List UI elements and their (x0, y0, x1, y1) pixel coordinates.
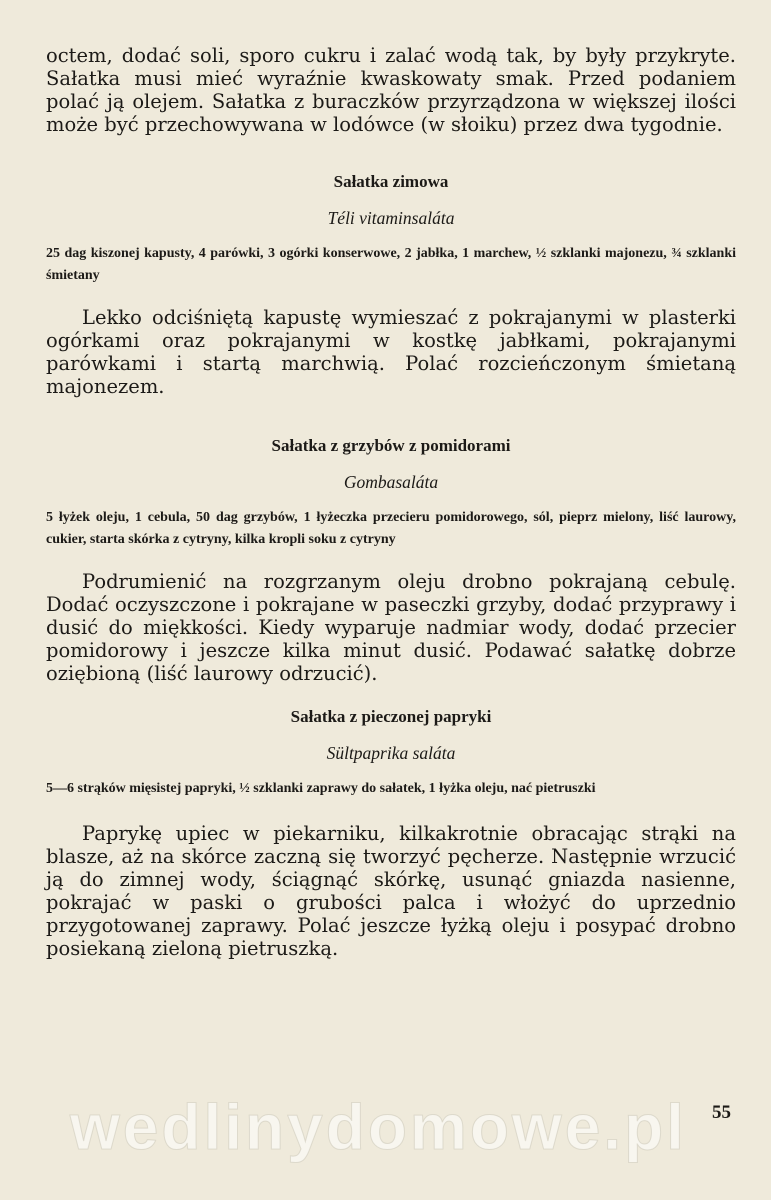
recipe-title-3: Sałatka z pieczonej papryki (290, 707, 492, 726)
recipe-subtitle-1: Téli vitaminsaláta (327, 208, 455, 228)
page-number: 55 (712, 1102, 731, 1123)
watermark-text: wedlinydomowe.pl (70, 1091, 687, 1163)
recipe-ingredients-1: 25 dag kiszonej kapusty, 4 parówki, 3 ogórki konserwowe, 2 jabłka, 1 marchew, ½ szklanki majonezu, ¾ szklanki śmietany (46, 246, 736, 283)
recipe-method-3: Paprykę upiec w piekarniku, kilkakrotnie obracając strąki na blasze, aż na skórce zaczną się tworzyć pęcherze. Następnie wrzucić ją do zimnej wody, ściągnąć skórkę, usunąć gniazda nasienne, pokrajać w paski o grubości palca i włożyć do uprzednio przygotowanej zaprawy. Polać jeszcze łyżką oleju i posypać drobno posiekaną zieloną pietruszką. (46, 821, 736, 960)
recipe-method-1: Lekko odciśniętą kapustę wymieszać z pokrajanymi w plasterki ogórkami oraz pokrajanymi w kostkę jabłkami, pokrajanymi parówkami i startą marchwią. Polać rozcieńczonym śmietaną majonezem. (46, 306, 736, 398)
recipe-subtitle-3: Sültpaprika saláta (326, 743, 456, 763)
intro-paragraph: octem, dodać soli, sporo cukru i zalać wodą tak, by były przykryte. Sałatka musi mieć wyraźnie kwaskowaty smak. Przed podaniem polać ją olejem. Sałatka z buraczków przyrządzona w większej ilości może być przechowywana w lodówce (w słoiku) przez dwa tygodnie. (46, 44, 736, 136)
recipe-subtitle-2: Gombasaláta (343, 472, 439, 492)
recipe-ingredients-3: 5—6 strąków mięsistej papryki, ½ szklanki zaprawy do sałatek, 1 łyżka oleju, nać pietruszki (46, 781, 596, 796)
recipe-title-2: Sałatka z grzybów z pomidorami (271, 436, 511, 455)
page-content (46, 44, 736, 960)
recipe-ingredients-2: 5 łyżek oleju, 1 cebula, 50 dag grzybów, 1 łyżeczka przecieru pomidorowego, sól, pieprz mielony, liść laurowy, cukier, starta skórka z cytryny, kilka kropli soku z cytryny (46, 510, 736, 547)
recipe-method-2: Podrumienić na rozgrzanym oleju drobno pokrajaną cebulę. Dodać oczyszczone i pokrajane w paseczki grzyby, dodać przyprawy i dusić do miękkości. Kiedy wyparuje nadmiar wody, dodać przecier pomidorowy i jeszcze kilka minut dusić. Podawać sałatkę dobrze oziębioną (liść laurowy odrzucić). (46, 570, 736, 685)
recipe-title-1: Sałatka zimowa (333, 172, 449, 191)
